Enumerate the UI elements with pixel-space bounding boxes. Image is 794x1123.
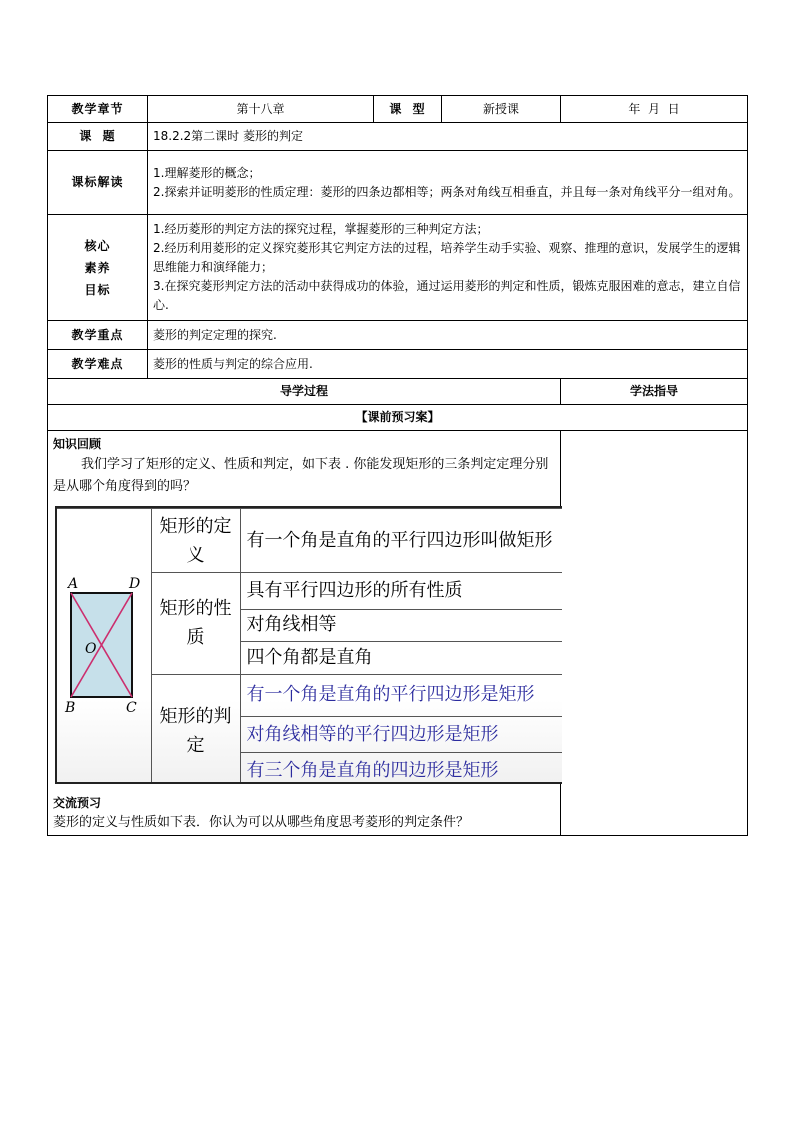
review-title: 知识回顾 [53, 437, 102, 451]
preview-header-row [48, 405, 748, 431]
topic-value: 18.2.2第二课时 菱形的判定 [148, 123, 748, 151]
property-3: 四个角都是直角 [240, 641, 562, 674]
exchange-title: 交流预习 [53, 796, 102, 810]
standards-row [48, 151, 748, 215]
method-guide-cell [561, 431, 748, 836]
process-header-left: 导学过程 [48, 379, 561, 405]
preview-content-row [48, 431, 748, 836]
goals-line-2: 2.经历利用菱形的定义探究菱形其它判定方法的过程，培养学生动手实验、观察、推理的意识，发展学生的逻辑思维能力和演绎能力； [153, 241, 741, 274]
focus-label: 教学重点 [48, 321, 148, 350]
criteria-3: 有三个角是直角的四边形是矩形 [240, 753, 562, 785]
goals-label-line-2: 素养 [84, 260, 111, 275]
goals-label-line-1: 核心 [84, 238, 111, 253]
type-value: 新授课 [442, 96, 561, 123]
standards-line-1: 1.理解菱形的概念； [153, 165, 261, 180]
rectangle-summary-figure [55, 506, 562, 784]
standards-content [148, 151, 748, 215]
vertex-d-label: D [129, 576, 141, 592]
property-1: 具有平行四边形的所有性质 [240, 573, 562, 610]
chapter-value: 第十八章 [148, 96, 374, 123]
goals-content [148, 215, 748, 321]
focus-row [48, 321, 748, 350]
header-row [48, 96, 748, 123]
goals-line-1: 1.经历菱形的判定方法的探究过程，掌握菱形的三种判定方法； [153, 222, 489, 236]
standards-label: 课标解读 [48, 151, 148, 215]
center-o-label: O [85, 641, 97, 657]
definition-text: 有一个角是直角的平行四边形叫做矩形 [240, 509, 562, 573]
goals-label [48, 215, 148, 321]
exchange-text: 菱形的定义与性质如下表．你认为可以从哪些角度思考菱形的判定条件？ [53, 815, 470, 830]
property-head: 矩形的性质 [151, 573, 240, 675]
process-header-right: 学法指导 [561, 379, 748, 405]
review-text: 我们学习了矩形的定义、性质和判定，如下表 . 你能发现矩形的三条判定定理分别是从哪个角度得到的吗？ [53, 457, 549, 494]
type-label: 课 型 [374, 96, 442, 123]
goals-label-line-3: 目标 [84, 282, 111, 297]
difficulty-label: 教学难点 [48, 350, 148, 379]
definition-row [57, 509, 562, 573]
rectangle-diagram-cell [57, 509, 151, 785]
focus-value: 菱形的判定定理的探究. [148, 321, 748, 350]
difficulty-row [48, 350, 748, 379]
difficulty-value: 菱形的性质与判定的综合应用. [148, 350, 748, 379]
topic-row [48, 123, 748, 151]
vertex-a-label: A [68, 576, 79, 592]
topic-label: 课 题 [48, 123, 148, 151]
rectangle-diagram [57, 509, 151, 781]
preview-header: 【课前预习案】 [48, 405, 748, 431]
vertex-b-label: B [65, 700, 76, 716]
date-value: 年 月 日 [561, 96, 748, 123]
definition-head: 矩形的定义 [151, 509, 240, 573]
goals-row [48, 215, 748, 321]
property-2: 对角线相等 [240, 609, 562, 641]
process-header-row [48, 379, 748, 405]
criteria-head: 矩形的判定 [151, 674, 240, 784]
criteria-2: 对角线相等的平行四边形是矩形 [240, 717, 562, 753]
rectangle-summary-table [57, 508, 562, 784]
lesson-plan-table [47, 95, 748, 836]
standards-line-2: 2.探索并证明菱形的性质定理：菱形的四条边都相等；两条对角线互相垂直，并且每一条对角线平分一组对角。 [153, 184, 741, 199]
chapter-label: 教学章节 [48, 96, 148, 123]
goals-line-3: 3.在探究菱形判定方法的活动中获得成功的体验，通过运用菱形的判定和性质，锻炼克服困难的意志，建立自信心. [153, 279, 741, 312]
preview-content [48, 431, 561, 836]
criteria-1: 有一个角是直角的平行四边形是矩形 [240, 674, 562, 717]
vertex-c-label: C [126, 700, 137, 716]
